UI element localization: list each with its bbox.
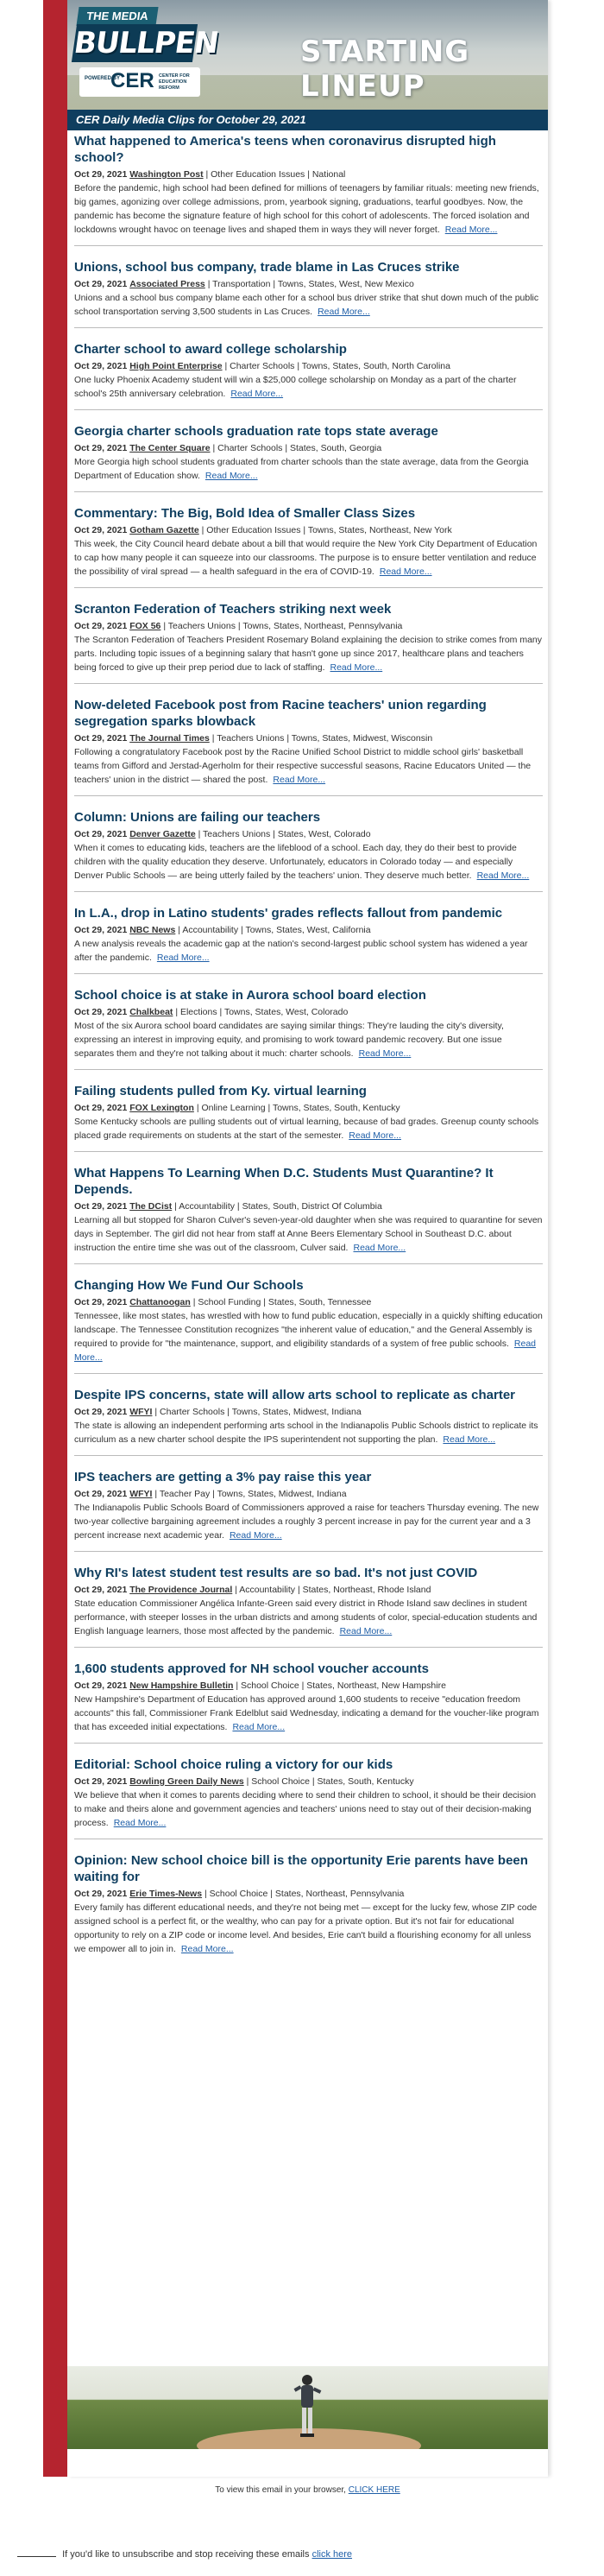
logo-bullpen: BULLPEN bbox=[72, 26, 221, 60]
view-in-browser bbox=[67, 2485, 548, 2495]
article-date: Oct 29, 2021 bbox=[74, 621, 128, 631]
article-source-link[interactable]: Gotham Gazette bbox=[129, 525, 199, 535]
article-tags: | Other Education Issues | National bbox=[205, 169, 346, 180]
article-summary-text: Tennessee, like most states, has wrestled with how to fund public education, especially in a quickly shifting education landscape. The Tennessee Constitution recognizes "the inherent value of education," and the General Assembly is required to provide for "the maintenance, support, and eligibility standards of a system of free public schools. bbox=[74, 1311, 543, 1349]
article-item bbox=[74, 505, 543, 588]
article-summary-text: A new analysis reveals the academic gap at the nation's second-largest public school system has widened a year after the pandemic. bbox=[74, 939, 528, 963]
article-meta bbox=[74, 828, 543, 841]
article-source-link[interactable]: WFYI bbox=[129, 1489, 153, 1499]
article-summary-text: One lucky Phoenix Academy student will win a $25,000 college scholarship on Monday as a part of the charter school's 25th anniversary celebration. bbox=[74, 375, 517, 399]
article-tags: | Teacher Pay | Towns, States, Midwest, Indiana bbox=[154, 1489, 347, 1499]
article-title[interactable]: Commentary: The Big, Bold Idea of Smaller Class Sizes bbox=[74, 506, 416, 521]
logo-cer-full: CENTER FOR EDUCATION REFORM bbox=[159, 73, 190, 91]
article-divider bbox=[74, 327, 543, 328]
article-item bbox=[74, 987, 543, 1070]
article-date: Oct 29, 2021 bbox=[74, 1201, 128, 1212]
article-title[interactable]: Now-deleted Facebook post from Racine teachers' union regarding segregation sparks blowback bbox=[74, 698, 487, 729]
article-summary-text: We believe that when it comes to parents deciding where to send their children to school, it should be their decision to make and theirs alone and government agencies and teachers' unions need to stay out of their decision-making process. bbox=[74, 1790, 537, 1828]
article-item bbox=[74, 1387, 543, 1456]
article-tags: | Charter Schools | Towns, States, South, North Carolina bbox=[224, 361, 450, 371]
article-title[interactable]: Editorial: School choice ruling a victory for our kids bbox=[74, 1757, 393, 1772]
article-divider bbox=[74, 683, 543, 684]
article-summary bbox=[74, 181, 543, 237]
read-more-link[interactable]: Read More... bbox=[444, 225, 498, 235]
article-meta bbox=[74, 1775, 543, 1788]
read-more-link[interactable]: Read More... bbox=[232, 1722, 286, 1732]
read-more-link[interactable]: Read More... bbox=[330, 662, 383, 673]
article-tags: | Other Education Issues | Towns, States, Northeast, New York bbox=[201, 525, 452, 535]
article-item bbox=[74, 259, 543, 328]
article-date: Oct 29, 2021 bbox=[74, 169, 128, 180]
article-tags: | Accountability | Towns, States, West, California bbox=[178, 925, 371, 935]
article-summary bbox=[74, 373, 543, 401]
article-source-link[interactable]: Chattanoogan bbox=[129, 1297, 191, 1307]
article-source-link[interactable]: Denver Gazette bbox=[129, 829, 196, 839]
article-meta bbox=[74, 1006, 543, 1019]
article-item bbox=[74, 341, 543, 410]
article-tags: | Teachers Unions | Towns, States, Northeast, Pennsylvania bbox=[163, 621, 403, 631]
article-date: Oct 29, 2021 bbox=[74, 1680, 128, 1691]
read-more-link[interactable]: Read More... bbox=[349, 1130, 401, 1141]
read-more-link[interactable]: Read More... bbox=[74, 1339, 537, 1363]
article-tags: | Accountability | States, South, District Of Columbia bbox=[174, 1201, 382, 1212]
article-tags: | Teachers Unions | Towns, States, Midwest, Wisconsin bbox=[211, 733, 433, 744]
article-meta bbox=[74, 1680, 543, 1693]
article-divider bbox=[74, 973, 543, 974]
article-meta bbox=[74, 1200, 543, 1213]
article-meta bbox=[74, 732, 543, 745]
article-source-link[interactable]: The Center Square bbox=[129, 443, 211, 453]
article-item bbox=[74, 1165, 543, 1264]
article-source-link[interactable]: New Hampshire Bulletin bbox=[129, 1680, 234, 1691]
article-title[interactable]: Failing students pulled from Ky. virtual learning bbox=[74, 1084, 367, 1098]
article-date: Oct 29, 2021 bbox=[74, 829, 128, 839]
article-date: Oct 29, 2021 bbox=[74, 1585, 128, 1595]
article-item bbox=[74, 1661, 543, 1744]
article-list bbox=[74, 133, 543, 1969]
article-date: Oct 29, 2021 bbox=[74, 443, 128, 453]
article-divider bbox=[74, 1647, 543, 1648]
article-divider bbox=[74, 795, 543, 796]
article-summary bbox=[74, 1019, 543, 1060]
article-divider bbox=[74, 1373, 543, 1374]
article-title[interactable]: Georgia charter schools graduation rate tops state average bbox=[74, 424, 438, 439]
article-date: Oct 29, 2021 bbox=[74, 1007, 128, 1017]
unsubscribe-text: If you'd like to unsubscribe and stop receiving these emails bbox=[62, 2549, 310, 2560]
logo-the-media: THE MEDIA bbox=[76, 7, 158, 26]
article-title[interactable]: What Happens To Learning When D.C. Students Must Quarantine? It Depends. bbox=[74, 1166, 494, 1197]
pitcher-icon bbox=[290, 2373, 324, 2440]
article-divider bbox=[74, 1743, 543, 1744]
article-meta bbox=[74, 1888, 543, 1901]
article-summary bbox=[74, 1419, 543, 1446]
article-date: Oct 29, 2021 bbox=[74, 1889, 128, 1899]
article-source-link[interactable]: The Providence Journal bbox=[129, 1585, 233, 1595]
read-more-link[interactable]: Read More... bbox=[358, 1048, 412, 1059]
article-summary-text: The Indianapolis Public Schools Board of Commissioners approved a raise for teachers Thursday evening. The new two-year collective bargaining agreement includes a roughly 3 percent increase in pay for the current year and a 3 percent increase next academic year. bbox=[74, 1503, 539, 1541]
clips-date-bar: CER Daily Media Clips for October 29, 2021 bbox=[67, 110, 548, 130]
article-tags: | Teachers Unions | States, West, Colorado bbox=[198, 829, 371, 839]
article-source-link[interactable]: NBC News bbox=[129, 925, 176, 935]
article-tags: | Charter Schools | Towns, States, Midwest, Indiana bbox=[154, 1407, 362, 1417]
article-summary-text: Some Kentucky schools are pulling students out of virtual learning, because of bad grades. Greenup county schools placed grade requirements on students at the start of the semester. bbox=[74, 1117, 539, 1141]
article-meta bbox=[74, 168, 543, 181]
read-more-link[interactable]: Read More... bbox=[229, 1530, 282, 1541]
article-meta bbox=[74, 442, 543, 455]
read-more-link[interactable]: Read More... bbox=[353, 1243, 406, 1253]
article-item bbox=[74, 1852, 543, 1956]
article-divider bbox=[74, 409, 543, 410]
article-item bbox=[74, 423, 543, 492]
article-source-link[interactable]: FOX Lexington bbox=[129, 1103, 194, 1113]
view-in-browser-link[interactable]: CLICK HERE bbox=[348, 2485, 400, 2495]
article-meta bbox=[74, 278, 543, 291]
article-meta bbox=[74, 1296, 543, 1309]
article-tags: | Accountability | States, Northeast, Rhode Island bbox=[235, 1585, 431, 1595]
article-item bbox=[74, 601, 543, 684]
article-date: Oct 29, 2021 bbox=[74, 1297, 128, 1307]
article-summary-text: When it comes to educating kids, teachers are the lifeblood of a school. Each day, they do their best to provide children with the quality education they deserve. Unfortunately, educators in Colorado today — and especially Denver Public Schools — are being utterly failed by the teachers' union. They deserve much better. bbox=[74, 843, 517, 881]
article-date: Oct 29, 2021 bbox=[74, 733, 128, 744]
article-item bbox=[74, 809, 543, 892]
logo-powered-by: POWERED BY bbox=[85, 76, 121, 81]
article-date: Oct 29, 2021 bbox=[74, 1407, 128, 1417]
article-summary-text: Most of the six Aurora school board candidates are saying similar things: They're lauding the city's diversity, expressing an interest in improving equity, and promising to work toward pandemic recovery. But one issue separates them and they're not talking about it much: charter schools. bbox=[74, 1021, 504, 1059]
article-title[interactable]: 1,600 students approved for NH school voucher accounts bbox=[74, 1661, 429, 1676]
article-summary-text: Learning all but stopped for Sharon Culver's seven-year-old daughter when she was required to quarantine for seven days in September. The girl did not hear from staff at Anne Beers Elementary School in Southeast D.C. about instruction the entire time she was out of the classroom, Culver said. bbox=[74, 1215, 543, 1253]
article-tags: | Transportation | Towns, States, West, New Mexico bbox=[207, 279, 414, 289]
article-summary bbox=[74, 1788, 543, 1830]
article-item bbox=[74, 1083, 543, 1152]
article-date: Oct 29, 2021 bbox=[74, 525, 128, 535]
read-more-link[interactable]: Read More... bbox=[443, 1434, 496, 1445]
article-title[interactable]: What happened to America's teens when coronavirus disrupted high school? bbox=[74, 134, 496, 165]
article-summary bbox=[74, 1213, 543, 1255]
article-title[interactable]: In L.A., drop in Latino students' grades reflects fallout from pandemic bbox=[74, 906, 503, 921]
article-summary bbox=[74, 1309, 543, 1364]
article-source-link[interactable]: WFYI bbox=[129, 1407, 153, 1417]
article-summary bbox=[74, 1597, 543, 1638]
article-source-link[interactable]: Associated Press bbox=[129, 279, 205, 289]
article-item bbox=[74, 1277, 543, 1374]
article-summary bbox=[74, 1115, 543, 1142]
article-source-link[interactable]: High Point Enterprise bbox=[129, 361, 223, 371]
article-tags: | School Funding | States, South, Tennessee bbox=[192, 1297, 372, 1307]
article-source-link[interactable]: The DCist bbox=[129, 1201, 173, 1212]
article-summary bbox=[74, 537, 543, 579]
header-banner bbox=[67, 0, 548, 110]
article-date: Oct 29, 2021 bbox=[74, 279, 128, 289]
article-meta bbox=[74, 924, 543, 937]
article-item bbox=[74, 697, 543, 796]
article-summary-text: Every family has different educational needs, and they're not being met — except for the lucky few, whose ZIP code assigned school is a perfect fit, or the wealthy, who can pay for a private option. But it's not fair for educational opportunity to rely on a ZIP code or income level. And besides, Erie can't build a flourishing economy for all unless we empower all to join in. bbox=[74, 1902, 538, 1954]
article-meta bbox=[74, 1406, 543, 1419]
article-divider bbox=[74, 1455, 543, 1456]
article-date: Oct 29, 2021 bbox=[74, 1489, 128, 1499]
article-source-link[interactable]: Washington Post bbox=[129, 169, 204, 180]
article-item bbox=[74, 905, 543, 974]
header-title: STARTING LINEUP bbox=[300, 35, 470, 104]
article-divider bbox=[74, 245, 543, 246]
article-date: Oct 29, 2021 bbox=[74, 361, 128, 371]
article-summary bbox=[74, 1693, 543, 1734]
article-meta bbox=[74, 1488, 543, 1501]
unsubscribe-underline bbox=[17, 2556, 56, 2557]
logo-powered-by-cer bbox=[79, 67, 200, 97]
footer-baseball-image bbox=[67, 2366, 548, 2449]
article-date: Oct 29, 2021 bbox=[74, 1776, 128, 1787]
article-item bbox=[74, 1469, 543, 1552]
unsubscribe-link[interactable]: click here bbox=[311, 2549, 353, 2560]
article-divider bbox=[74, 1263, 543, 1264]
article-divider bbox=[74, 1069, 543, 1070]
article-summary bbox=[74, 841, 543, 883]
article-tags: | Elections | Towns, States, West, Colorado bbox=[175, 1007, 349, 1017]
article-meta bbox=[74, 360, 543, 373]
article-tags: | School Choice | States, Northeast, New Hampshire bbox=[236, 1680, 446, 1691]
article-source-link[interactable]: The Journal Times bbox=[129, 733, 210, 744]
logo-cer: CER bbox=[110, 69, 154, 92]
article-title[interactable]: IPS teachers are getting a 3% pay raise this year bbox=[74, 1470, 372, 1484]
read-more-link[interactable]: Read More... bbox=[156, 953, 210, 963]
article-summary-text: More Georgia high school students graduated from charter schools than the state average, data from the Georgia Department of Education show. bbox=[74, 457, 529, 481]
read-more-link[interactable]: Read More... bbox=[230, 389, 284, 399]
bullpen-logo bbox=[72, 7, 221, 97]
read-more-link[interactable]: Read More... bbox=[318, 307, 370, 317]
article-summary bbox=[74, 291, 543, 319]
article-summary-text: Before the pandemic, high school had been defined for millions of teenagers by familiar rituals: meeting new friends, big games, agonizing over college admissions, prom, yearbook signing, graduations, tearful goodbyes. Now, the pandemic has become the signature feature of high school for this cohort of adolescents. The forced isolation and lockdowns wrought havoc on teenage lives and shaped them in ways they will never forget. bbox=[74, 183, 539, 235]
article-title[interactable]: Unions, school bus company, trade blame in Las Cruces strike bbox=[74, 260, 460, 275]
read-more-link[interactable]: Read More... bbox=[113, 1818, 167, 1828]
article-summary-text: Following a congratulatory Facebook post by the Racine Unified School District to middle school girls' basketball teams from Gifford and Jerstad-Agerholm for their respective successful seasons, Racine Educators United — the teachers' union in the district — shared the post. bbox=[74, 747, 532, 785]
unsubscribe-note bbox=[17, 2549, 352, 2560]
article-divider bbox=[74, 891, 543, 892]
article-meta bbox=[74, 1102, 543, 1115]
article-summary bbox=[74, 455, 543, 483]
read-more-link[interactable]: Read More... bbox=[180, 1944, 234, 1954]
left-red-bar bbox=[43, 0, 67, 2477]
article-tags: | School Choice | States, South, Kentucky bbox=[246, 1776, 414, 1787]
article-date: Oct 29, 2021 bbox=[74, 1103, 128, 1113]
article-summary bbox=[74, 937, 543, 965]
article-item bbox=[74, 1565, 543, 1648]
article-meta bbox=[74, 1584, 543, 1597]
article-tags: | Charter Schools | States, South, Georgia bbox=[212, 443, 382, 453]
article-summary bbox=[74, 633, 543, 674]
read-more-link[interactable]: Read More... bbox=[339, 1626, 393, 1636]
article-title[interactable]: Charter school to award college scholarship bbox=[74, 342, 347, 357]
article-divider bbox=[74, 1551, 543, 1552]
article-summary-text: New Hampshire's Department of Education has approved around 1,600 students to receive "education freedom accounts" this fall, Commissioner Frank Edelblut said Wednesday, indicating a demand for the voucher-like program that has exceeded initial expectations. bbox=[74, 1694, 539, 1732]
read-more-link[interactable]: Read More... bbox=[379, 566, 432, 577]
article-title[interactable]: Changing How We Fund Our Schools bbox=[74, 1278, 304, 1293]
article-item bbox=[74, 133, 543, 246]
article-date: Oct 29, 2021 bbox=[74, 925, 128, 935]
article-summary-text: Unions and a school bus company blame each other for a school bus driver strike that shut down much of the public school transportation serving 3,500 students in Las Cruces. bbox=[74, 293, 539, 317]
article-tags: | School Choice | States, Northeast, Pennsylvania bbox=[204, 1889, 405, 1899]
article-summary-text: The state is allowing an independent performing arts school in the Indianapolis Public Schools district to replicate its curriculum as a new charter school despite the IPS superintendent not supporting the plan. bbox=[74, 1421, 538, 1445]
article-summary bbox=[74, 1501, 543, 1542]
article-divider bbox=[74, 1151, 543, 1152]
article-item bbox=[74, 1756, 543, 1839]
article-source-link[interactable]: Bowling Green Daily News bbox=[129, 1776, 244, 1787]
article-summary bbox=[74, 745, 543, 787]
article-source-link[interactable]: FOX 56 bbox=[129, 621, 161, 631]
article-divider bbox=[74, 491, 543, 492]
article-title[interactable]: Scranton Federation of Teachers striking next week bbox=[74, 602, 392, 617]
article-meta bbox=[74, 620, 543, 633]
article-title[interactable]: Column: Unions are failing our teachers bbox=[74, 810, 321, 825]
article-source-link[interactable]: Chalkbeat bbox=[129, 1007, 173, 1017]
article-tags: | Online Learning | Towns, States, South, Kentucky bbox=[196, 1103, 400, 1113]
article-source-link[interactable]: Erie Times-News bbox=[129, 1889, 203, 1899]
article-title[interactable]: Why RI's latest student test results are so bad. It's not just COVID bbox=[74, 1566, 478, 1580]
article-summary-text: The Scranton Federation of Teachers President Rosemary Boland explaining the decision to strike comes from many parts. Including topic issues of a beginning salary that hasn't gone up since 2017, healthcare plans and teachers being forced to give up their prep period due to lack of staffing. bbox=[74, 635, 542, 673]
view-in-browser-text: To view this email in your browser, bbox=[215, 2485, 346, 2495]
article-summary-text: State education Commissioner Angélica Infante-Green said every district in Rhode Island saw declines in student performance, with steeper losses in the urban districts and among students of color, special-education students and English language learners, those most affected by the pandemic. bbox=[74, 1598, 538, 1636]
read-more-link[interactable]: Read More... bbox=[204, 471, 258, 481]
article-title[interactable]: School choice is at stake in Aurora school board election bbox=[74, 988, 426, 1003]
article-divider bbox=[74, 587, 543, 588]
article-title[interactable]: Opinion: New school choice bill is the opportunity Erie parents have been waiting for bbox=[74, 1853, 528, 1884]
read-more-link[interactable]: Read More... bbox=[273, 775, 326, 785]
article-title[interactable]: Despite IPS concerns, state will allow arts school to replicate as charter bbox=[74, 1388, 516, 1402]
article-summary bbox=[74, 1901, 543, 1956]
article-summary-text: This week, the City Council heard debate about a bill that would require the New York City Department of Education to cap how many people it can squeeze into our classrooms. The purpose is to ensure better ventilation and reduce the possibility of viral spread — a health safeguard in the era of COVID-19. bbox=[74, 539, 538, 577]
read-more-link[interactable]: Read More... bbox=[476, 870, 530, 881]
article-meta bbox=[74, 524, 543, 537]
